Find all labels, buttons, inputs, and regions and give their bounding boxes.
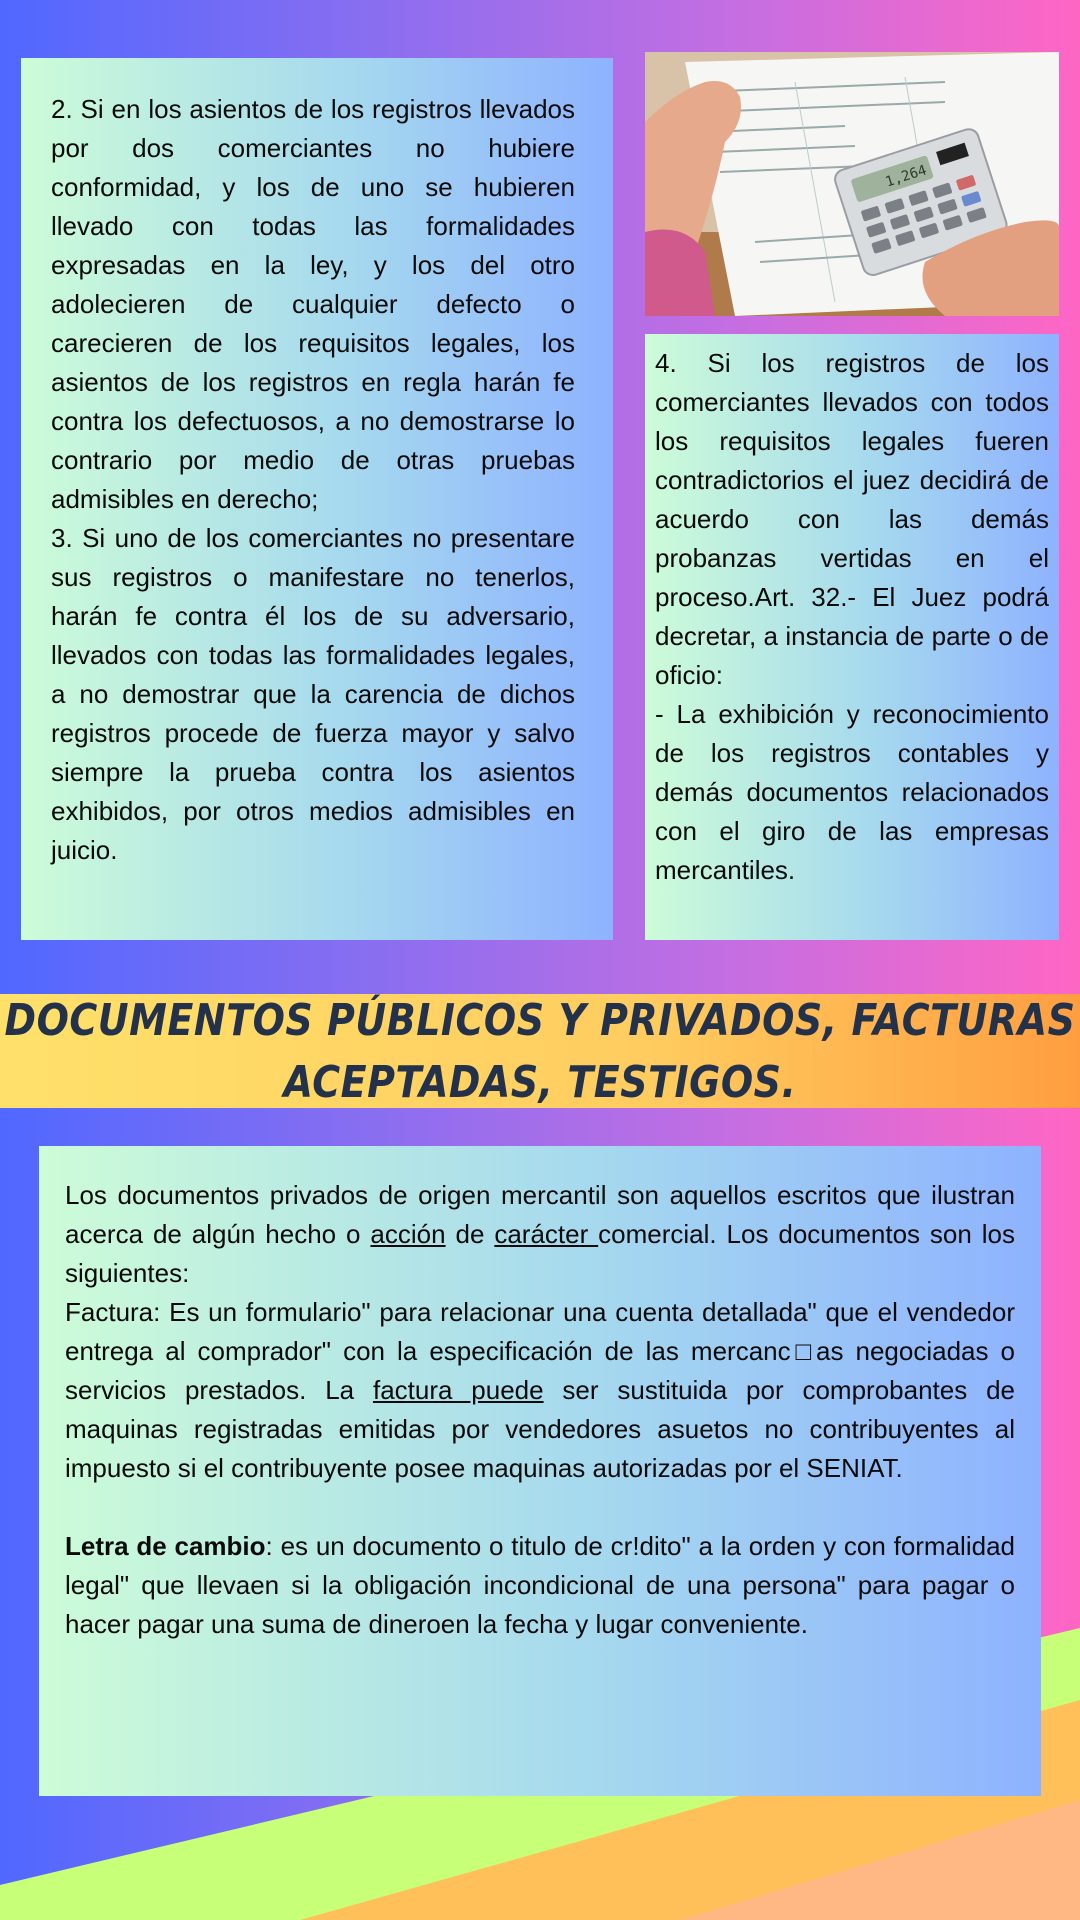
text-segment: comercial. Los documentos son los siguientes:: [65, 1219, 1015, 1288]
text-segment: de: [445, 1219, 495, 1249]
paragraph-private-documents: [65, 1176, 1015, 1293]
paragraph-factura: [65, 1293, 1015, 1488]
calculator-illustration: [645, 52, 1059, 316]
registers-card-left: [21, 58, 613, 940]
link-caracter[interactable]: carácter: [494, 1219, 599, 1249]
private-documents-card: [39, 1146, 1041, 1796]
link-factura-puede[interactable]: factura puede: [372, 1375, 544, 1405]
calculator-photo: [645, 52, 1059, 316]
paragraph-letra-de-cambio: [65, 1527, 1015, 1644]
paragraph-item-4: 4. Si los registros de los comerciantes llevados con todos los requisitos legales fueren contradictorios el juez decidirá de acuerdo con las demás probanzas vertidas en el proceso.Art. 32.- El Juez podrá decretar, a instancia de parte o de oficio:: [655, 348, 1049, 690]
paragraph-item-2: 2. Si en los asientos de los registros llevados por dos comerciantes no hubiere conformidad, y los de uno se hubieren llevado con todas las formalidades expresadas en la ley, y los del otro adolecieren de cualquier defecto o carecieren de los requisitos legales, los asientos de los registros en regla harán fe contra los defectuosos, a no demostrarse lo contrario por medio de otras pruebas admisibles en derecho;: [51, 94, 575, 514]
text-segment: Factura: Es un formulario" para relacionar una cuenta detallada" que el vendedor entrega al comprador" con la especificación de las mercanc□as negociadas o servicios prestados. La: [65, 1297, 1015, 1405]
text-segment: ser sustituida por comprobantes de maquinas registradas emitidas por vendedores asuetos no contribuyentes al impuesto si el contribuyente posee maquinas autorizadas por el SENIAT.: [65, 1375, 1015, 1483]
link-accion[interactable]: acción: [370, 1219, 446, 1249]
text-segment: Los documentos privados de origen mercantil son aquellos escritos que ilustran acerca de algún hecho o: [65, 1180, 1015, 1249]
paragraph-item-3: 3. Si uno de los comerciantes no presentare sus registros o manifestare no tenerlos, harán fe contra él los de su adversario, llevados con todas las formalidades legales, a no demostrar que la carencia de dichos registros procede de fuerza mayor y salvo siempre la prueba contra los asientos exhibidos, por otros medios admisibles en juicio.: [51, 523, 575, 865]
calculator-display-text: 1,264: [883, 162, 929, 191]
paragraph-spacer: [65, 1488, 1015, 1527]
registers-card-right: [645, 334, 1059, 940]
text-segment: : es un documento o titulo de cr!dito" a la orden y con formalidad legal" que llevaen si la obligación incondicional de una persona" para pagar o hacer pagar una suma de dineroen la fecha y lugar conveniente.: [65, 1531, 1015, 1639]
term-letra-de-cambio: Letra de cambio: [65, 1531, 266, 1561]
section-title: DOCUMENTOS PÚBLICOS Y PRIVADOS, FACTURAS ACEPTADAS, TESTIGOS.: [4, 994, 1076, 1108]
section-banner: [0, 994, 1080, 1108]
paragraph-exhibition: - La exhibición y reconocimiento de los registros contables y demás documentos relacionados con el giro de las empresas mercantiles.: [655, 699, 1049, 885]
